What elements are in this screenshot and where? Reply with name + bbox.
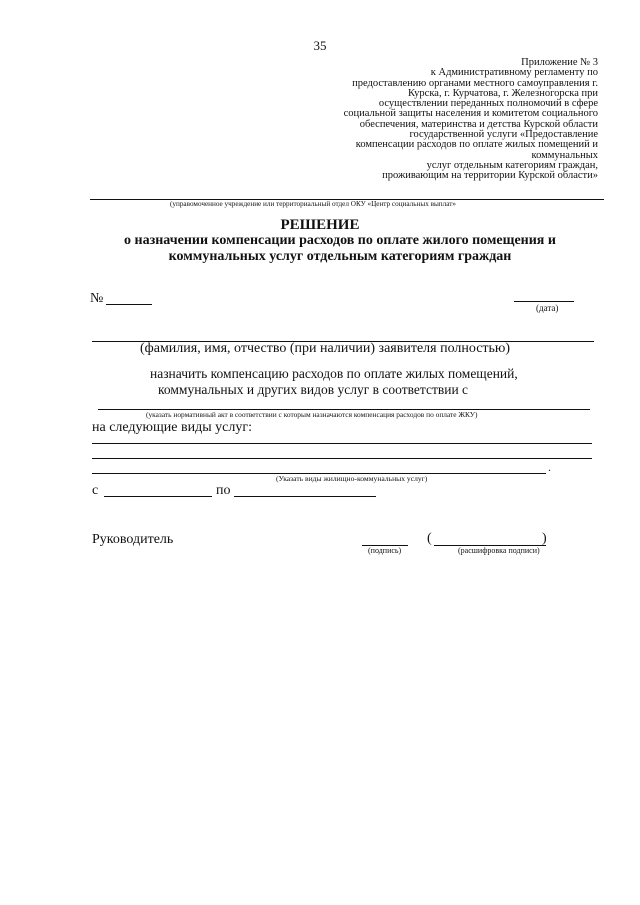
date-caption: (дата) <box>536 303 559 313</box>
authority-caption: (управомоченное учреждение или территориальный отдел ОКУ «Центр социальных выплат» <box>170 200 456 208</box>
appendix-line: государственной услуги «Предоставление <box>409 129 598 141</box>
appendix-line: предоставлению органами местного самоуправления г. <box>352 77 598 89</box>
appendix-line: к Административному регламенту по <box>430 67 598 79</box>
appendix-line: Приложение № 3 <box>521 57 598 68</box>
appendix-line: осуществлении переданных полномочий в сфере <box>378 98 598 110</box>
services-line[interactable] <box>92 458 592 459</box>
assign-text-line: коммунальных и других видов услуг в соответствии с <box>158 382 469 397</box>
open-paren: ( <box>427 531 432 546</box>
page-number: 35 <box>313 38 327 53</box>
appendix-line: социальной защиты населения и комитетом социального <box>343 108 598 120</box>
close-paren: ) <box>542 531 547 546</box>
act-caption: (указать нормативный акт в соответствии с которым назначаются компенсация расходов по оплате ЖКУ) <box>146 410 478 419</box>
from-label: с <box>92 483 99 498</box>
services-label: на следующие виды услуг: <box>92 420 252 435</box>
assign-text-line: назначить компенсацию расходов по оплате жилых помещений, <box>150 366 518 381</box>
document-title: РЕШЕНИЕ <box>280 217 360 233</box>
number-line[interactable] <box>106 304 152 305</box>
services-caption: (Указать виды жилищно-коммунальных услуг) <box>276 474 428 483</box>
appendix-line: проживающим на территории Курской области» <box>382 170 598 182</box>
appendix-line: коммунальных <box>531 149 598 161</box>
date-line[interactable] <box>514 301 574 302</box>
signature-caption: (подпись) <box>368 546 402 555</box>
appendix-line: компенсации расходов по оплате жилых помещений и <box>355 139 598 151</box>
decode-caption: (расшифровка подписи) <box>458 546 540 555</box>
head-label: Руководитель <box>92 532 174 547</box>
services-line[interactable] <box>92 443 592 444</box>
to-label: по <box>216 483 231 498</box>
from-date-line[interactable] <box>104 496 212 497</box>
number-label: № <box>90 291 104 306</box>
subtitle-line: о назначении компенсации расходов по оплате жилого помещения и <box>124 233 556 248</box>
document-subtitle <box>60 233 620 265</box>
appendix-line: обеспечения, материнства и детства Курской области <box>359 118 598 130</box>
to-date-line[interactable] <box>234 496 376 497</box>
applicant-caption: (фамилия, имя, отчество (при наличии) заявителя полностью) <box>140 341 511 356</box>
appendix-line: услуг отдельным категориям граждан, <box>426 159 598 171</box>
appendix-header <box>298 58 598 182</box>
appendix-line: Курска, г. Курчатова, г. Железногорска при <box>407 87 598 99</box>
services-period: . <box>548 460 551 474</box>
subtitle-line: коммунальных услуг отдельным категориям граждан <box>168 249 512 264</box>
